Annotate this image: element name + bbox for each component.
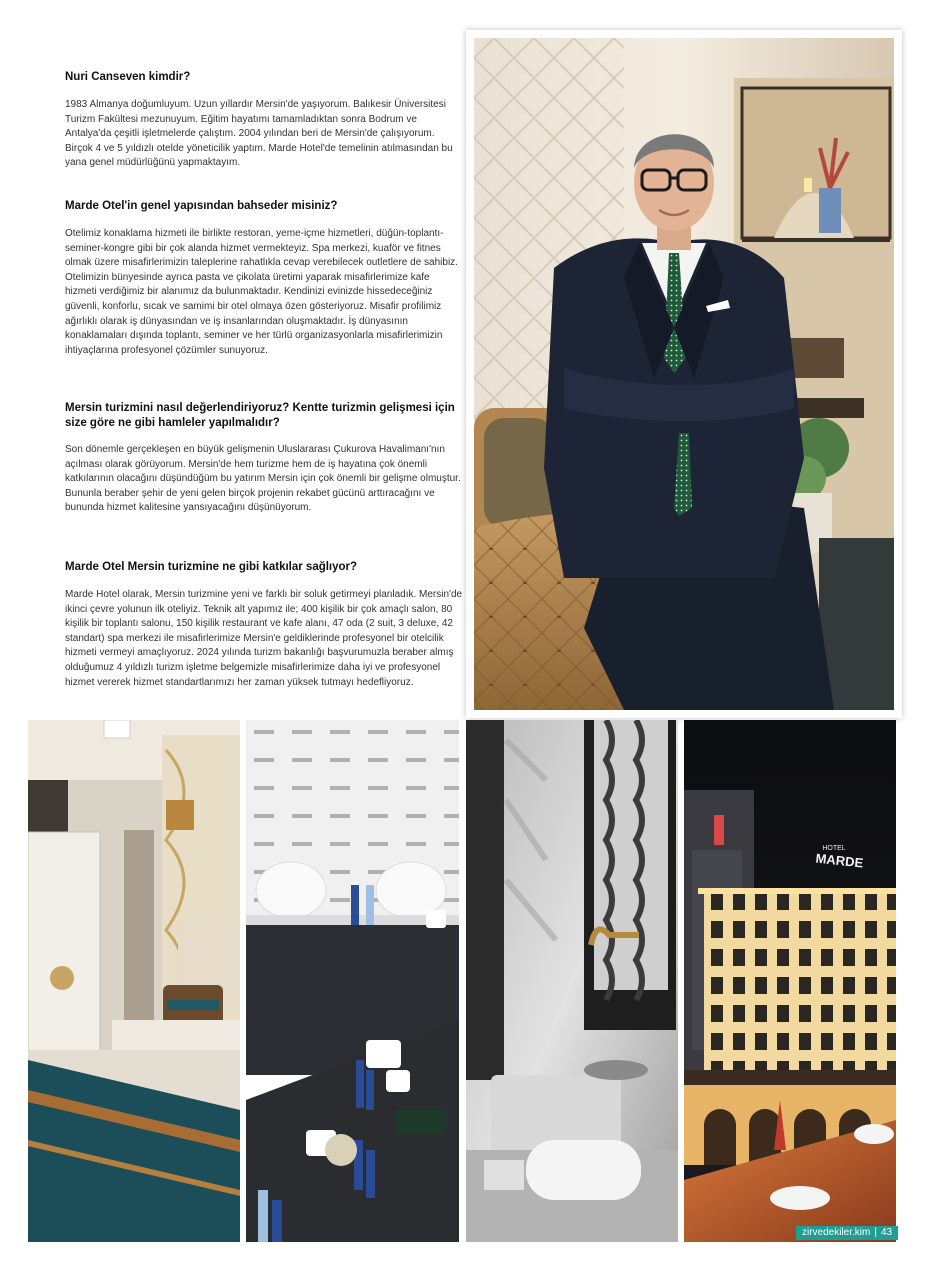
portrait-photo-frame — [466, 30, 902, 718]
question-heading: Marde Otel Mersin turizmine ne gibi katkılar sağlıyor? — [65, 561, 358, 573]
answer-text: Otelimiz konaklama hizmeti ile birlikte restoran, yeme-içme hizmetleri, düğün-toplantı-seminer-kongre gibi bir çok alanda hizmet vermekteyiz. Spa merkezi, kuaför ve fitnes olmak üzere misafirlerimizin taleplerine rahatlıkla cevap verebilecek outletlere de sahibiz. Otelimizin bünyesinde ayrıca pasta ve çikolata üretimi yaparak misafirlerimize kafe hizmeti verdiğimiz bir alanımız da bulunmaktadır. Kendinizi evinizde hissedeceğiniz güvenli, konforlu, sıcak ve samimi bir otel olmaya özen gösteriyoruz. Misafir profilimiz ağırlıklı olarak iş dünyasından ve iş insanlarından oluşmaktadır. İş dünyasının konaklamaları dışında toplantı, seminer ve her türlü organizasyonlarla misafirlerimizin ihtiyaçlarına profesyonel çözümler sunuyoruz. — [65, 228, 458, 356]
section-4 — [65, 560, 463, 690]
answer-text: Marde Hotel olarak, Mersin turizmine yeni ve farklı bir soluk getirmeyi planladık. Mersin'de ikinci çevre yolunun ilk oteliyiz. Teknik alt yapımız ile; 400 kişilik bir çok amaçlı salon, 80 kişilik bir toplantı salonu, 150 kişilik restaurant ve kafe alanı, 47 oda (2 suit, 3 deluxe, 42 standart) spa merkezi ile misafirlerimize Mersin'e geldiklerinde profesyonel bir otelcilik hizmeti vermeyi amaçlıyoruz. 2024 yılında turizm bakanlığı başvurumuzla beraber almış olduğumuz 4 yıldızlı turizm işletme belgemizle misafirlerimize daha iyi ve profesyonel hizmet vererek hizmet standartlarımızı her zaman yüksek tutmayı hedefliyoruz. — [65, 589, 463, 688]
answer-text: 1983 Almanya doğumluyum. Uzun yıllardır Mersin'de yaşıyorum. Balıkesir Üniversitesi Turizm Fakültesi mezunuyum. Eğitim hayatımı tamamladıktan sonra Bodrum ve Antalya'da çeşitli işletmelerde çalıştım. 2004 yılından beri de Mersin'de çalışıyorum. Birçok 4 ve 5 yıldızlı otelde yöneticilik yaptım. Marde Hotel'de temelinin atılmasından bu yana genel müdürlüğünü yapmaktayım. — [65, 99, 453, 169]
portrait-photo — [474, 38, 894, 710]
footer-site: zirvedekiler.kim — [802, 1227, 871, 1238]
page-footer — [796, 1226, 898, 1240]
hotel-sign-name: MARDE — [814, 850, 864, 871]
question-heading: Mersin turizmini nasıl değerlendiriyoruz? Kentte turizmin gelişmesi için size göre ne gibi hamleler yapılmalıdır? — [65, 402, 455, 429]
meeting-room-photo — [246, 720, 459, 1242]
bedroom-photo — [28, 720, 240, 1242]
section-1 — [65, 70, 463, 171]
page-number: 43 — [880, 1227, 893, 1238]
section-3 — [65, 401, 463, 516]
hotel-sign-top: HOTEL — [822, 845, 846, 852]
question-heading: Marde Otel'in genel yapısından bahseder misiniz? — [65, 200, 338, 212]
section-2 — [65, 199, 463, 358]
question-heading: Nuri Canseven kimdir? — [65, 71, 191, 83]
answer-text: Son dönemle gerçekleşen en büyük gelişmenin Uluslararası Çukurova Havalimanı'nın açılması olarak görüyorum. Mersin'de hem turizme hem de iş hayatına çok önemli katkılarının olacağını düşündüğüm bu yatırım Mersin için çok önemli bir gelişme olmuştur. Bununla beraber şehir de yeni gelen birçok projenin rekabet gücünü arttıracağını ve bununda hizmet kalitesine yansıyacağını düşünüyorum. — [65, 444, 461, 514]
footer-separator: | — [874, 1227, 877, 1238]
hammam-photo — [466, 720, 678, 1242]
hotel-exterior-photo — [684, 720, 896, 1242]
